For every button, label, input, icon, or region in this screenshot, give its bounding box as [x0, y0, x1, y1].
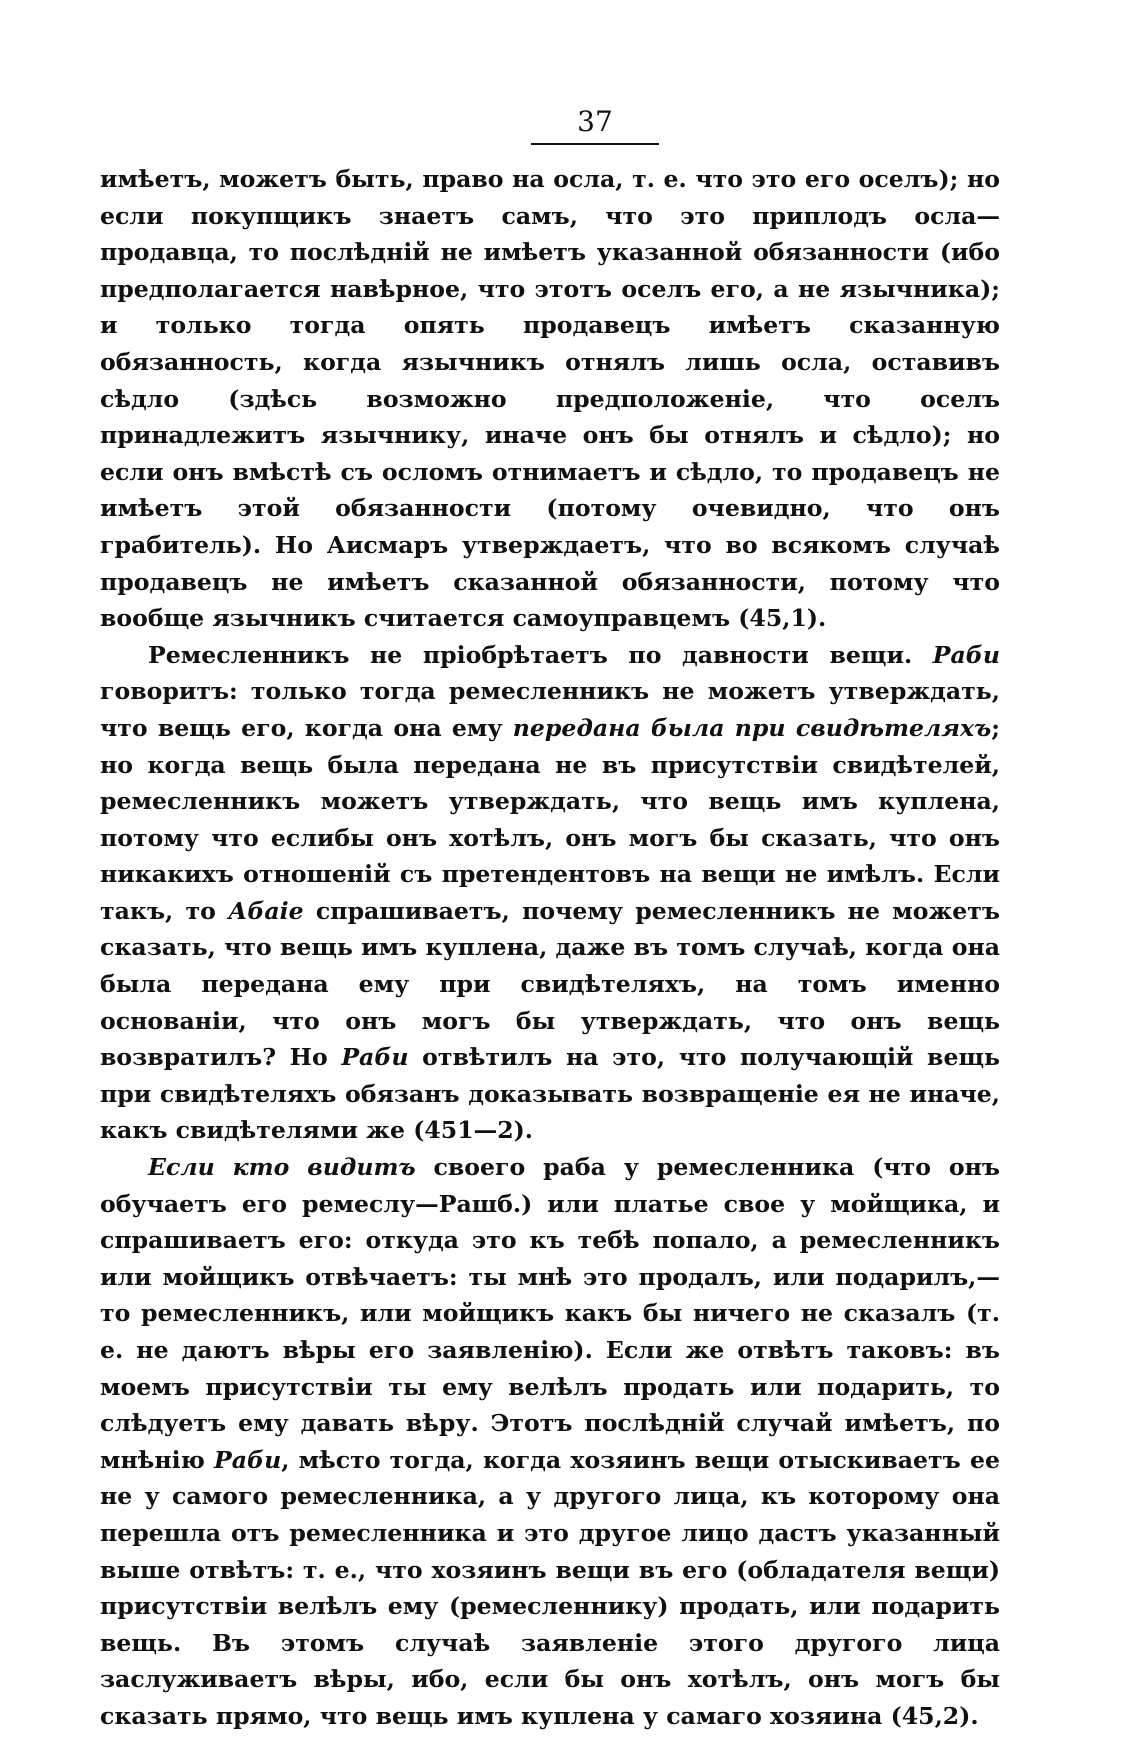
paragraph-2	[100, 637, 1000, 1149]
page-number-rule	[531, 143, 659, 145]
paragraph-1	[100, 161, 1000, 637]
paragraph-3-text: своего раба у ремесленника (что онъ обучаетъ его ремеслу—Рашб.) или платье свое у мойщика, и спрашиваетъ его: откуда это къ тебѣ попало, а ремесленникъ или мойщикъ отвѣчаетъ: ты мнѣ это продалъ, или подарилъ,—то ремесленникъ, или мойщикъ какъ бы ничего не сказалъ (т. е. не даютъ вѣры его заявленію). Если же отвѣтъ таковъ: въ моемъ присутствіи ты ему велѣлъ продать или подарить, то слѣдуетъ ему давать вѣру. Этотъ послѣдній случай имѣетъ, по мнѣнію	[100, 1153, 1000, 1474]
paragraph-3-italic: Если кто видитъ	[148, 1153, 416, 1182]
paragraph-2-text: Ремесленникъ не пріобрѣтаетъ по давности вещи.	[148, 640, 933, 669]
paragraph-2-text: ; но когда вещь была передана не въ присутствіи свидѣтелей, ремесленникъ можетъ утверждать, что вещь имъ куплена, потому что еслибы онъ хотѣлъ, онъ могъ бы сказать, что онъ никакихъ отношеній съ претендентовъ на вещи не имѣлъ. Если такъ, то	[100, 713, 1000, 925]
paragraph-2-text: спрашиваетъ, почему ремесленникъ не можетъ сказать, что вещь имъ куплена, даже въ томъ случаѣ, когда она была передана ему при свидѣтеляхъ, на томъ именно основаніи, что онъ могъ бы утверждать, что онъ вещь возвратилъ? Но	[100, 896, 1001, 1072]
paragraph-3	[100, 1149, 1000, 1735]
paragraph-2-text: говоритъ: только тогда ремесленникъ не можетъ утверждать, что вещь его, когда она ему	[100, 677, 1000, 742]
document-page	[100, 105, 1000, 1735]
paragraph-3-text: , мѣсто тогда, когда хозяинъ вещи отыскиваетъ ее не у самого ремесленника, а у другого лица, къ которому она перешла отъ ремесленника и это другое лицо дастъ указанный выше отвѣтъ: т. е., что хозяинъ вещи въ его (обладателя вещи) присутствіи велѣлъ ему (ремесленнику) продать, или подарить вещь. Въ этомъ случаѣ заявленіе этого другого лица заслуживаетъ вѣры, ибо, если бы онъ хотѣлъ, онъ могъ бы сказать прямо, что вещь имъ куплена у самаго хозяина (45,2).	[100, 1445, 1000, 1730]
paragraph-3-italic: Раби	[214, 1445, 282, 1474]
paragraph-2-text: отвѣтилъ на это, что получающій вещь при свидѣтеляхъ обязанъ доказывать возвращеніе ея не иначе, какъ свидѣтелями же (451—2).	[100, 1043, 1000, 1145]
paragraph-2-italic: передана была при свидѣтеляхъ	[512, 713, 992, 742]
paragraph-2-italic: Раби	[341, 1043, 409, 1072]
paragraph-2-italic: Раби	[932, 640, 1000, 669]
page-number: 37	[577, 105, 613, 138]
paragraph-1-text: имѣетъ, можетъ быть, право на осла, т. е. что это его оселъ); но если покупщикъ знаетъ самъ, что это приплодъ осла—продавца, то послѣдній не имѣетъ указанной обязанности (ибо предполагается навѣрное, что этотъ оселъ его, а не язычника); и только тогда опять продавецъ имѣетъ сказанную обязанность, когда язычникъ отнялъ лишь осла, оставивъ сѣдло (здѣсь возможно предположеніе, что оселъ принадлежитъ язычнику, иначе онъ бы отнялъ и сѣдло); но если онъ вмѣстѣ съ осломъ отнимаетъ и сѣдло, то продавецъ не имѣетъ этой обязанности (потому очевидно, что онъ грабитель). Но Аисмаръ утверждаетъ, что во всякомъ случаѣ продавецъ не имѣетъ сказанной обязанности, потому что вообще язычникъ считается самоуправцемъ (45,1).	[100, 165, 1000, 633]
paragraph-2-italic: Абаіе	[228, 896, 304, 925]
